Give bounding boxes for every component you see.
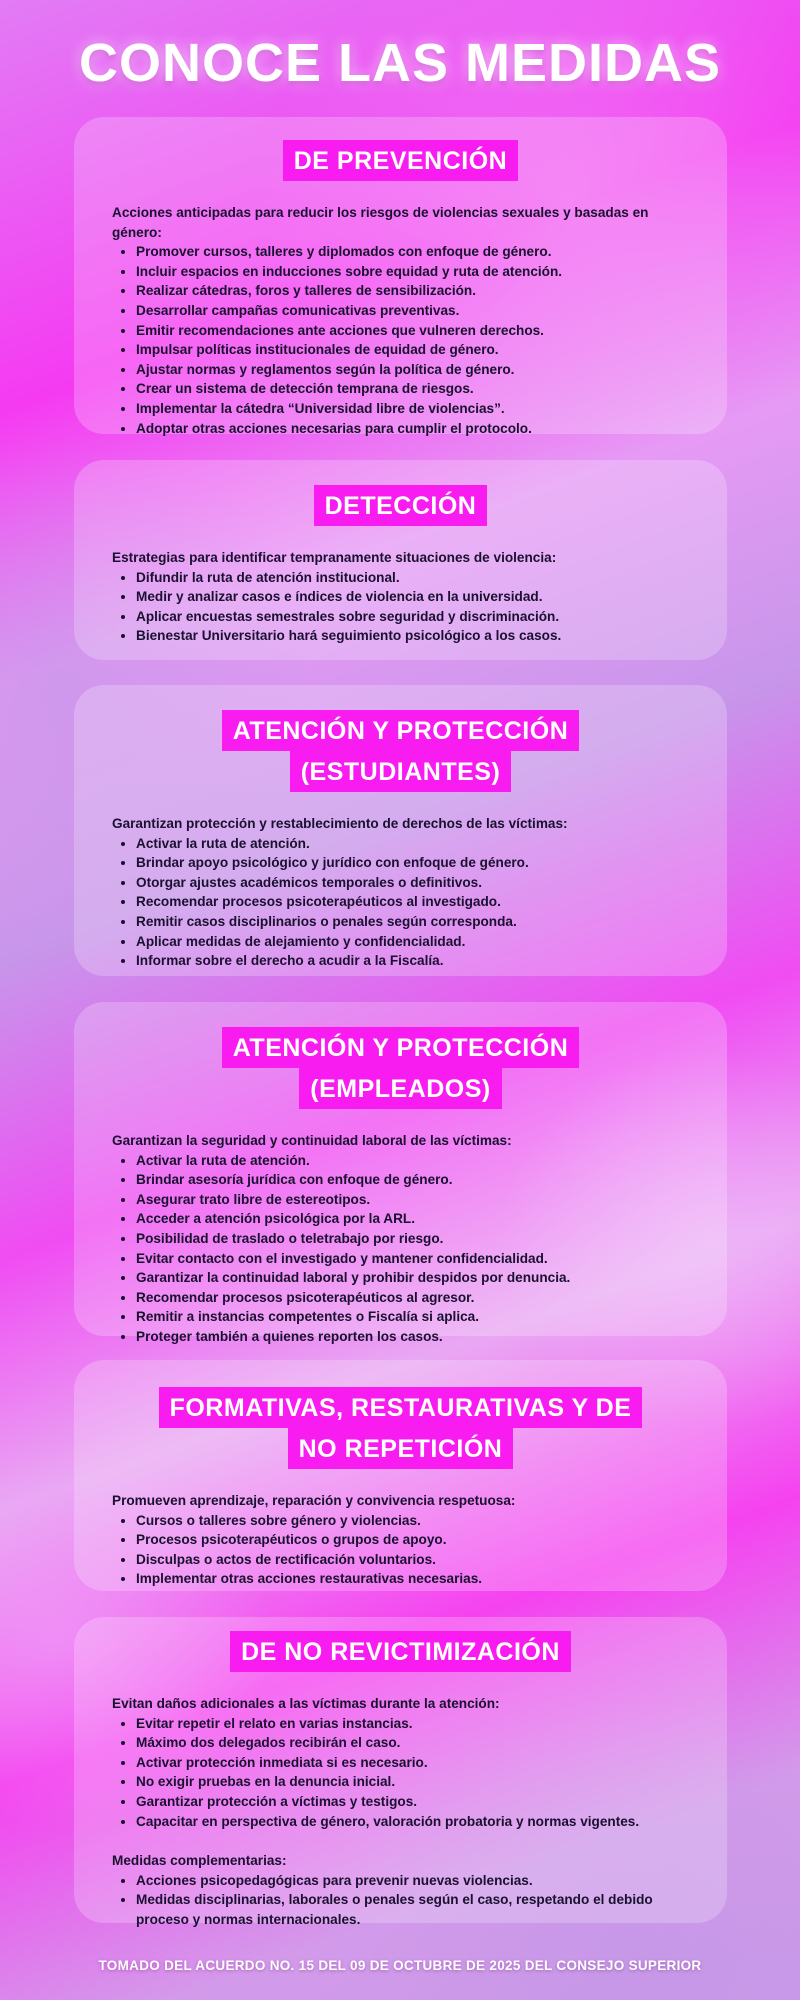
list-item: • Activar la ruta de atención. (136, 1151, 689, 1171)
section-heading (112, 1387, 689, 1469)
section-heading-line: DETECCIÓN (314, 485, 488, 526)
section-body (112, 814, 689, 971)
list-item: • Desarrollar campañas comunicativas preventivas. (136, 301, 689, 321)
section-card-atencion-empleados (74, 1002, 727, 1344)
list-item: • Activar la ruta de atención. (136, 834, 689, 854)
page-title: CONOCE LAS MEDIDAS (78, 33, 722, 93)
bullet-list (112, 834, 689, 971)
list-item: • Procesos psicoterapéuticos o grupos de apoyo. (136, 1530, 689, 1550)
bullet-list (112, 1511, 689, 1589)
list-item: • Impulsar políticas institucionales de equidad de género. (136, 340, 689, 360)
section-intro: Evitan daños adicionales a las víctimas durante la atención: (112, 1696, 500, 1711)
list-item: • Realizar cátedras, foros y talleres de sensibilización. (136, 281, 689, 301)
list-item: • Acceder a atención psicológica por la ARL. (136, 1209, 689, 1229)
section-body (112, 1694, 689, 1930)
list-item: • Garantizar protección a víctimas y testigos. (136, 1792, 689, 1812)
list-item: • Medidas disciplinarias, laborales o penales según el caso, respetando el debido proceso y normas internacionales. (136, 1890, 689, 1929)
section-heading (112, 140, 689, 181)
list-item: • Difundir la ruta de atención institucional. (136, 568, 689, 588)
list-item: • Acciones psicopedagógicas para prevenir nuevas violencias. (136, 1871, 689, 1891)
list-item: • Remitir casos disciplinarios o penales según corresponda. (136, 912, 689, 932)
list-item: • Promover cursos, talleres y diplomados con enfoque de género. (136, 242, 689, 262)
section-card-no-revictimizacion (74, 1617, 727, 1927)
list-item: • Capacitar en perspectiva de género, valoración probatoria y normas vigentes. (136, 1812, 689, 1832)
list-item: • Garantizar la continuidad laboral y prohibir despidos por denuncia. (136, 1268, 689, 1288)
list-item: • Adoptar otras acciones necesarias para cumplir el protocolo. (136, 419, 689, 439)
list-item: • Bienestar Universitario hará seguimiento psicológico a los casos. (136, 626, 689, 646)
list-item: • Recomendar procesos psicoterapéuticos al agresor. (136, 1288, 689, 1308)
bullet-list (112, 1151, 689, 1347)
list-item: • Disculpas o actos de rectificación voluntarios. (136, 1550, 689, 1570)
list-item: • Medir y analizar casos e índices de violencia en la universidad. (136, 587, 689, 607)
list-item: • Emitir recomendaciones ante acciones que vulneren derechos. (136, 321, 689, 341)
section-subheading: Medidas complementarias: (112, 1853, 287, 1869)
list-item: • Posibilidad de traslado o teletrabajo por riesgo. (136, 1229, 689, 1249)
bullet-list (112, 568, 689, 646)
list-item: • Evitar contacto con el investigado y mantener confidencialidad. (136, 1249, 689, 1269)
list-item: • Aplicar encuestas semestrales sobre seguridad y discriminación. (136, 607, 689, 627)
section-heading-line: DE PREVENCIÓN (283, 140, 518, 181)
list-item: • Implementar otras acciones restaurativas necesarias. (136, 1569, 689, 1589)
section-intro: Acciones anticipadas para reducir los riesgos de violencias sexuales y basadas en género: (112, 205, 649, 240)
list-item: • Incluir espacios en inducciones sobre equidad y ruta de atención. (136, 262, 689, 282)
list-item: • Proteger también a quienes reporten los casos. (136, 1327, 689, 1347)
section-heading-line: DE NO REVICTIMIZACIÓN (230, 1631, 571, 1672)
list-item: • Ajustar normas y reglamentos según la política de género. (136, 360, 689, 380)
section-card-prevencion (74, 117, 727, 434)
list-item: • Máximo dos delegados recibirán el caso. (136, 1733, 689, 1753)
section-heading-line: NO REPETICIÓN (288, 1428, 514, 1469)
section-heading-line: FORMATIVAS, RESTAURATIVAS Y DE (159, 1387, 643, 1428)
section-heading-line: ATENCIÓN Y PROTECCIÓN (222, 710, 580, 751)
list-item: • No exigir pruebas en la denuncia inicial. (136, 1772, 689, 1792)
section-body (112, 203, 689, 438)
list-item: • Remitir a instancias competentes o Fiscalía si aplica. (136, 1307, 689, 1327)
section-body (112, 1491, 689, 1589)
section-intro: Garantizan protección y restablecimiento de derechos de las víctimas: (112, 816, 568, 831)
section-body (112, 548, 689, 646)
section-card-atencion-estudiantes (74, 685, 727, 976)
section-intro: Estrategias para identificar tempranamente situaciones de violencia: (112, 550, 557, 565)
section-heading (112, 485, 689, 526)
section-heading (112, 710, 689, 792)
bullet-list (112, 1714, 689, 1832)
section-card-formativas (74, 1360, 727, 1591)
section-heading-line: (EMPLEADOS) (299, 1068, 502, 1109)
section-body (112, 1131, 689, 1347)
list-item: • Otorgar ajustes académicos temporales o definitivos. (136, 873, 689, 893)
bullet-list (112, 1871, 689, 1930)
section-intro: Promueven aprendizaje, reparación y convivencia respetuosa: (112, 1493, 516, 1508)
section-heading-line: ATENCIÓN Y PROTECCIÓN (222, 1027, 580, 1068)
section-heading (112, 1027, 689, 1109)
section-card-deteccion (74, 460, 727, 660)
section-heading (112, 1631, 689, 1672)
section-heading-line: (ESTUDIANTES) (290, 751, 512, 792)
list-item: • Crear un sistema de detección temprana de riesgos. (136, 379, 689, 399)
list-item: • Activar protección inmediata si es necesario. (136, 1753, 689, 1773)
list-item: • Brindar apoyo psicológico y jurídico con enfoque de género. (136, 853, 689, 873)
list-item: • Aplicar medidas de alejamiento y confidencialidad. (136, 932, 689, 952)
list-item: • Cursos o talleres sobre género y violencias. (136, 1511, 689, 1531)
source-footer: TOMADO DEL ACUERDO NO. 15 DEL 09 DE OCTUBRE DE 2025 DEL CONSEJO SUPERIOR (98, 1958, 702, 1973)
list-item: • Asegurar trato libre de estereotipos. (136, 1190, 689, 1210)
section-intro: Garantizan la seguridad y continuidad laboral de las víctimas: (112, 1133, 512, 1148)
list-item: • Informar sobre el derecho a acudir a la Fiscalía. (136, 951, 689, 971)
list-item: • Implementar la cátedra “Universidad libre de violencias”. (136, 399, 689, 419)
list-item: • Brindar asesoría jurídica con enfoque de género. (136, 1170, 689, 1190)
bullet-list (112, 242, 689, 438)
list-item: • Recomendar procesos psicoterapéuticos al investigado. (136, 892, 689, 912)
list-item: • Evitar repetir el relato en varias instancias. (136, 1714, 689, 1734)
